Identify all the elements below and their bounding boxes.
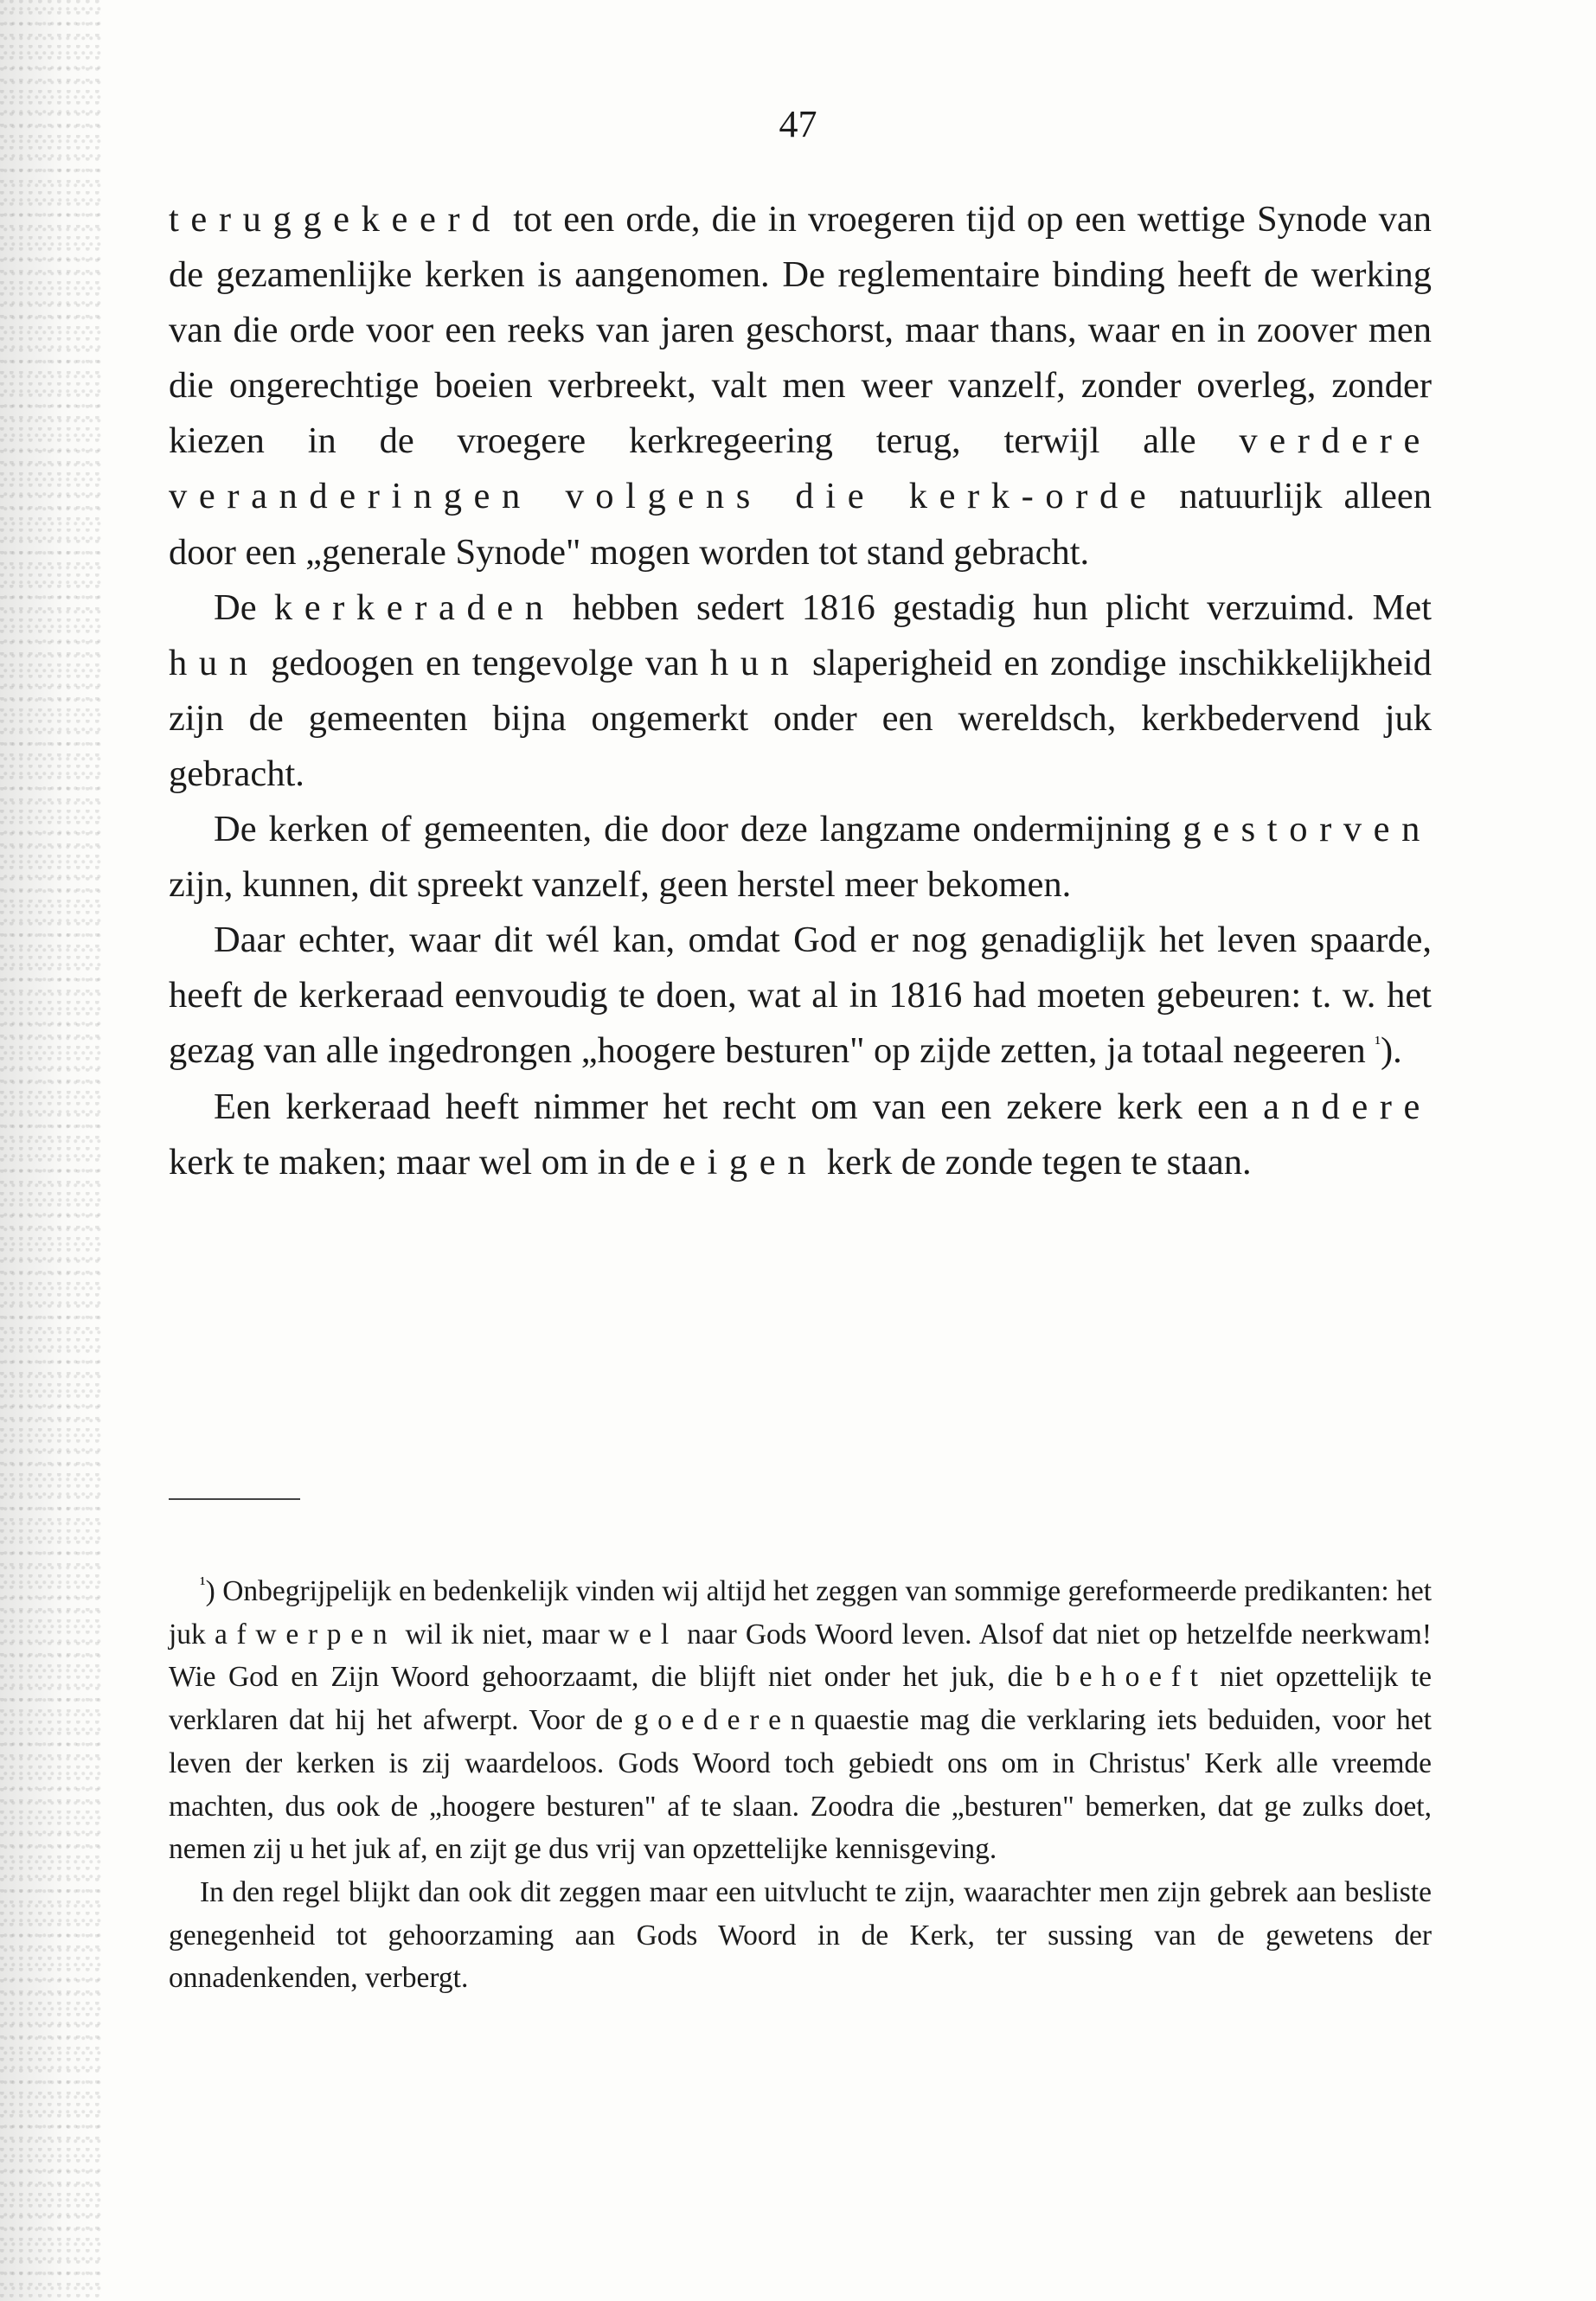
- spaced-emphasis: goederen: [633, 1704, 815, 1737]
- paragraph: [169, 913, 1432, 1079]
- spaced-emphasis: afwerpen: [214, 1618, 397, 1650]
- spaced-emphasis: andere: [1263, 1086, 1432, 1127]
- footnote-paragraph: [169, 1871, 1432, 2000]
- footnote-paragraph: [169, 1570, 1432, 1871]
- text-run: De: [214, 586, 274, 628]
- body-text: [169, 192, 1432, 1190]
- text-run: hebben sedert 1816 gestadig hun plicht verzuimd. Met: [554, 586, 1432, 628]
- spaced-emphasis: verdere veranderingen volgens die kerk-orde: [169, 420, 1432, 517]
- spaced-emphasis: eigen: [679, 1141, 818, 1183]
- page-number: 47: [779, 103, 817, 145]
- spaced-emphasis: hun: [169, 642, 260, 683]
- spaced-emphasis: hun: [709, 642, 801, 683]
- text-run: gedoogen en tengevolge van: [259, 642, 710, 683]
- text-run: naar Gods Woord leven. Alsof dat niet op hetzelfde neerkwam! Wie God en Zijn Woord gehoorzaamt, die blijft niet onder het juk, die: [169, 1618, 1432, 1694]
- text-run: kerk de zonde tegen te staan.: [817, 1141, 1252, 1183]
- paragraph: [169, 1080, 1432, 1190]
- footnote-marker: ¹: [1375, 1032, 1381, 1054]
- text-run: Een kerkeraad heeft nimmer het recht om van een zekere kerk een: [214, 1086, 1264, 1127]
- text-run: kerk te maken; maar wel om in de: [169, 1141, 680, 1183]
- text-run: natuurlijk alleen door een „generale Synode" mogen worden tot stand gebracht.: [169, 476, 1432, 573]
- text-run: quaestie mag die verklaring iets beduiden, voor het leven der kerken is zij waardeloos. Gods Woord toch gebiedt ons om in Christus' Kerk alle vreemde machten, dus ook de „hoogere besturen" af te slaan. Zoodra die „besturen" bemerken, dat ge zulks doet, nemen zij u het juk af, en zijt ge dus vrij van opzettelijke kennisgeving.: [169, 1704, 1432, 1866]
- footnote-separator: [169, 1498, 300, 1500]
- text-run: De kerken of gemeenten, die door deze langzame ondermijning: [214, 809, 1183, 850]
- footnote-marker: ¹: [200, 1572, 206, 1594]
- text-run: slaperigheid en zondige inschikkelijkheid zijn de gemeenten bijna ongemerkt onder een wereldsch, kerkbedervend juk gebracht.: [169, 642, 1432, 794]
- footnotes: [169, 1570, 1432, 2000]
- spaced-emphasis: gestorven: [1183, 809, 1432, 850]
- text-run: tot een orde, die in vroegeren tijd op een wettige Synode van de gezamenlijke kerken is aangenomen. De reglementaire binding heeft de werking van die orde voor een reeks van jaren geschorst, maar thans, waar en in zoover men die ongerechtige boeien verbreekt, valt men weer vanzelf, zonder overleg, zonder kiezen in de vroegere kerkregeering terug, terwijl alle: [169, 199, 1432, 462]
- spaced-emphasis: teruggekeerd: [169, 199, 503, 240]
- text-run: Daar echter, waar dit wél kan, omdat God er nog genadiglijk het leven spaarde, heeft de kerkeraad eenvoudig te doen, wat al in 1816 had moeten gebeuren: t. w. het gezag van alle ingedrongen „hoogere besturen" op zijde zetten, ja totaal negeeren: [169, 920, 1432, 1072]
- text-run: ) Onbegrijpelijk en bedenkelijk vinden wij altijd het zeggen van sommige gereformeerde predikanten: het juk: [169, 1575, 1432, 1650]
- spaced-emphasis: kerkeraden: [273, 586, 555, 628]
- paragraph: [169, 192, 1432, 580]
- paragraph: [169, 802, 1432, 913]
- spaced-emphasis: behoeft: [1055, 1661, 1208, 1694]
- text-run: ).: [1381, 1030, 1402, 1072]
- text-run: niet opzettelijk te verklaren dat hij het afwerpt. Voor de: [169, 1661, 1432, 1737]
- scan-shadow-edge: [0, 0, 104, 2301]
- spaced-emphasis: wel: [608, 1618, 678, 1650]
- paragraph: [169, 580, 1432, 802]
- text-run: zijn, kunnen, dit spreekt vanzelf, geen herstel meer bekomen.: [169, 864, 1072, 906]
- text-run: In den regel blijkt dan ook dit zeggen maar een uitvlucht te zijn, waarachter men zijn gebrek aan besliste genegenheid tot gehoorzaming aan Gods Woord in de Kerk, ter sussing van de gewetens der onnadenkenden, verbergt.: [169, 1875, 1432, 1995]
- text-run: wil ik niet, maar: [396, 1618, 609, 1650]
